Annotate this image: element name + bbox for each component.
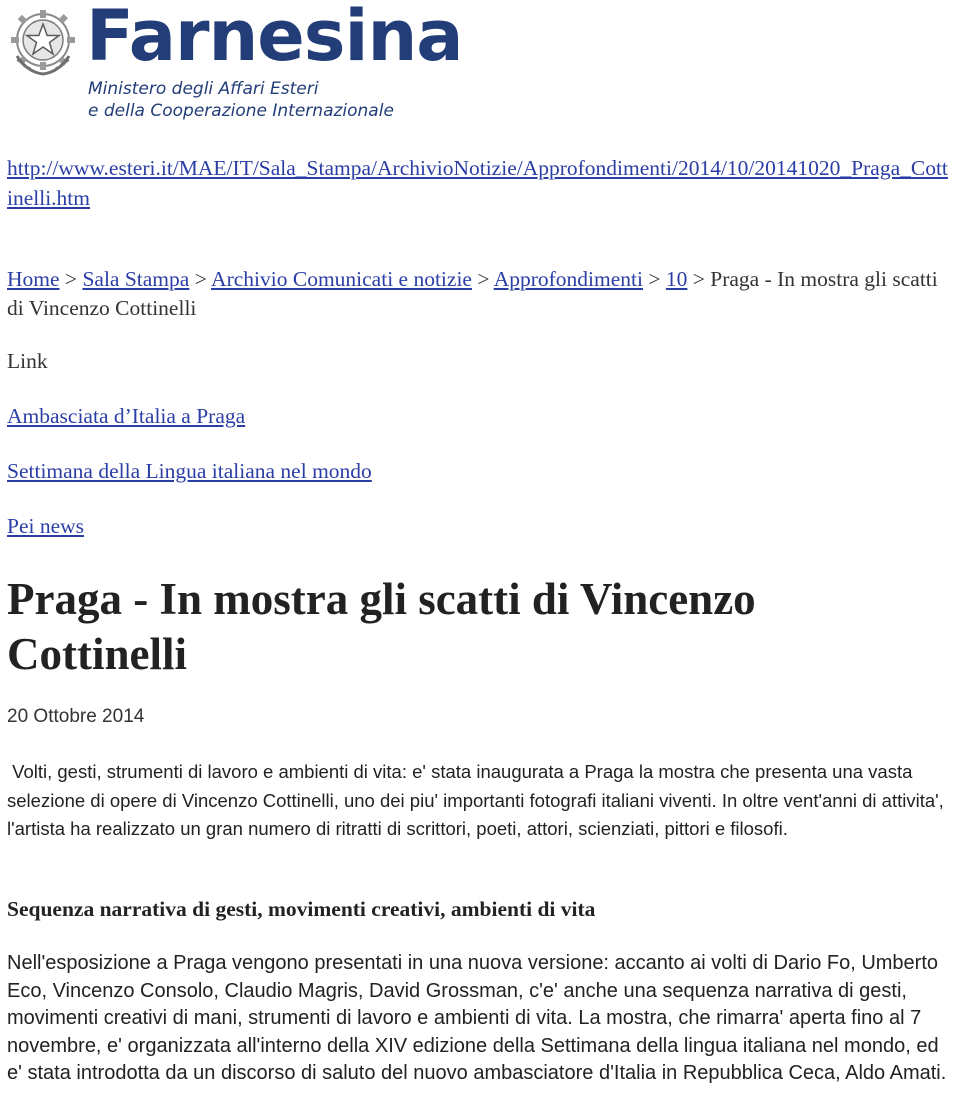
related-link-pei-news-anchor[interactable]: Pei news bbox=[7, 514, 85, 538]
related-link-pei-news bbox=[7, 512, 953, 541]
breadcrumb-separator: > bbox=[194, 267, 207, 291]
breadcrumb-separator: > bbox=[477, 267, 490, 291]
logo-subtitle-line2: e della Cooperazione Internazionale bbox=[88, 101, 394, 121]
related-link-settimana-anchor[interactable]: Settimana della Lingua italiana nel mondo bbox=[7, 459, 372, 483]
breadcrumb-current: Praga - In mostra gli scatti di Vincenzo Cottinelli bbox=[7, 267, 938, 320]
breadcrumb-sala-stampa[interactable]: Sala Stampa bbox=[82, 267, 190, 291]
logo-wordmark: Farnesina bbox=[86, 0, 463, 77]
article-subheading: Sequenza narrativa di gesti, movimenti creativi, ambienti di vita bbox=[7, 897, 596, 921]
breadcrumb-separator: > bbox=[64, 267, 78, 291]
article-lead: Volti, gesti, strumenti di lavoro e ambienti di vita: e' stata inaugurata a Praga la mostra che presenta una vasta selezione di opere di Vincenzo Cottinelli, uno dei piu' importanti fotografi italiani viventi. In oltre vent'anni di attivita', l'artista ha realizzato un gran numero di ritratti di scrittori, poeti, attori, scienziati, pittori e filosofi. bbox=[7, 761, 949, 839]
farnesina-logo[interactable] bbox=[7, 0, 463, 124]
related-link-ambasciata bbox=[7, 402, 953, 431]
breadcrumb bbox=[7, 265, 953, 323]
related-link-ambasciata-anchor[interactable]: Ambasciata d’Italia a Praga bbox=[7, 404, 246, 428]
breadcrumb-home[interactable]: Home bbox=[7, 267, 60, 291]
source-url-link[interactable]: http://www.esteri.it/MAE/IT/Sala_Stampa/ArchivioNotizie/Approfondimenti/2014/10/20141020_Praga_Cottinelli.htm bbox=[7, 156, 948, 210]
breadcrumb-archivio[interactable]: Archivio Comunicati e notizie bbox=[211, 267, 472, 291]
italian-republic-emblem-icon bbox=[7, 6, 79, 78]
breadcrumb-approfondimenti[interactable]: Approfondimenti bbox=[493, 267, 643, 291]
related-link-settimana bbox=[7, 457, 953, 486]
article-title: Praga - In mostra gli scatti di Vincenzo Cottinelli bbox=[7, 574, 756, 679]
breadcrumb-separator: > bbox=[648, 267, 661, 291]
breadcrumb-separator: > bbox=[692, 267, 705, 291]
logo-subtitle-line1: Ministero degli Affari Esteri bbox=[88, 79, 319, 99]
source-url bbox=[7, 153, 953, 213]
article-body: Nell'esposizione a Praga vengono presentati in una nuova versione: accanto ai volti di Dario Fo, Umberto Eco, Vincenzo Consolo, Claudio Magris, David Grossman, c'e' anche una sequenza narrativa di gesti, movimenti creativi di mani, strumenti di lavoro e ambienti di vita. La mostra, che rimarra' aperta fino al 7 novembre, e' organizzata all'interno della XIV edizione della Settimana della lingua italiana nel mondo, ed e' stata introdotta da un discorso di saluto del nuovo ambasciatore d'Italia in Repubblica Ceca, Aldo Amati. bbox=[7, 952, 947, 1084]
related-links-label: Link bbox=[7, 349, 48, 373]
breadcrumb-month[interactable]: 10 bbox=[665, 267, 688, 291]
article-date: 20 Ottobre 2014 bbox=[7, 706, 145, 727]
